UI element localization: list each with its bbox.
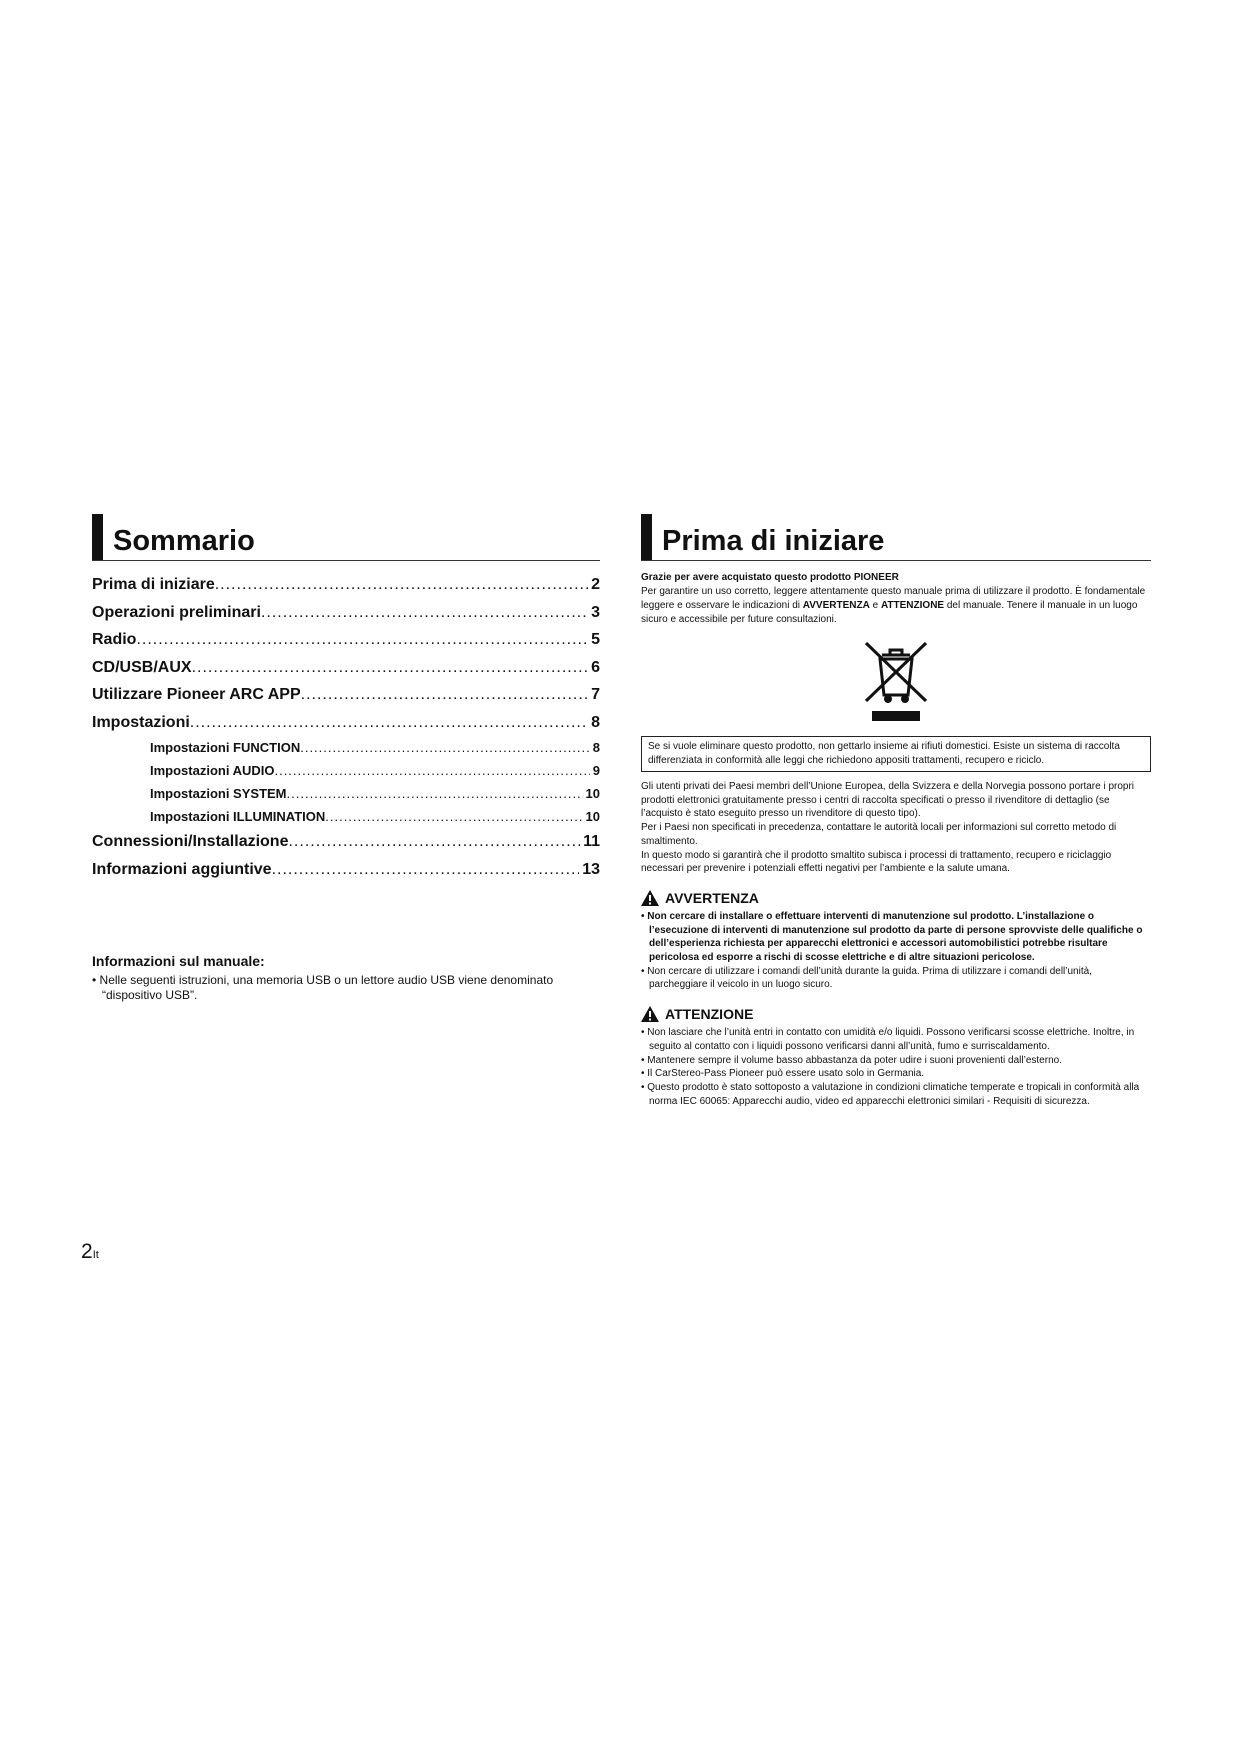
- toc-entry[interactable]: CD/USB/AUX ..... 6: [92, 654, 600, 682]
- disposal-notice-box: Se si vuole eliminare questo prodotto, non gettarlo insieme ai rifiuti domestici. Esiste un sistema di raccolta differenziata in conformità alle leggi che richiedono appositi trattamenti, recupero e riciclo.: [641, 736, 1151, 772]
- warning-triangle-icon: [641, 1006, 659, 1022]
- intro-lead: Grazie per avere acquistato questo prodotto PIONEER: [641, 572, 899, 583]
- caution-item: • Il CarStereo-Pass Pioneer può essere usato solo in Germania.: [641, 1068, 925, 1080]
- toc-subentry[interactable]: Impostazioni FUNCTION ..... 8: [92, 736, 600, 759]
- heading-bar: [641, 514, 652, 560]
- warning-heading: AVVERTENZA: [641, 890, 1151, 906]
- heading-bar: [92, 514, 103, 560]
- caution-item: • Questo prodotto è stato sottoposto a valutazione in condizioni climatiche temperate e tropicali in conformità alla norma IEC 60065: Apparecchi audio, video ed apparecchi elettronici similari - Requisiti di sicurezza.: [641, 1081, 1140, 1107]
- intro-text: Per garantire un uso corretto, leggere attentamente questo manuale prima di utilizzare il prodotto. È fondamentale leggere e osservare le indicazioni di AVVERTENZA e ATTENZIONE del manuale. Tenere il manuale in un luogo sicuro e accessibile per future consultazioni.: [641, 586, 1146, 625]
- toc-subentry[interactable]: Impostazioni SYSTEM ..... 10: [92, 782, 600, 805]
- toc-entry[interactable]: Prima di iniziare ..... 2: [92, 571, 600, 599]
- warning-item: • Non cercare di utilizzare i comandi dell’unità durante la guida. Prima di utilizzare i comandi dell’unità, parcheggiare il veicolo in un luogo sicuro.: [641, 965, 1092, 991]
- weee-symbol: [641, 639, 1151, 726]
- toc-entry[interactable]: Radio ..... 5: [92, 626, 600, 654]
- crossed-bin-icon: [864, 639, 928, 721]
- intro-paragraph: [641, 571, 1151, 627]
- warning-list: [641, 910, 1151, 992]
- toc-entry[interactable]: Informazioni aggiuntive ..... 13: [92, 856, 600, 884]
- manual-info-heading: Informazioni sul manuale:: [92, 953, 265, 969]
- caution-heading: ATTENZIONE: [641, 1006, 1151, 1022]
- toc-header: [92, 512, 600, 561]
- toc-entry[interactable]: Operazioni preliminari ..... 3: [92, 599, 600, 627]
- disposal-info: Gli utenti privati dei Paesi membri dell’Unione Europea, della Svizzera e della Norvegia possono portare i propri prodotti elettronici gratuitamente presso i centri di raccolta specificati o presso il rivenditore di dettaglio (se l’acquisto è stato eseguito presso un rivenditore di questo tipo). Per i Paesi non specificati in precedenza, contattare le autorità locali per informazioni sul corretto metodo di smaltimento. In questo modo si garantirà che il prodotto smaltito subisca i processi di trattamento, recupero e riciclaggio necessari per prevenire i potenziali effetti negativi per l’ambiente e la salute umana.: [641, 781, 1135, 875]
- toc-entry[interactable]: Connessioni/Installazione ..... 11: [92, 828, 600, 856]
- toc-column: [92, 512, 600, 1003]
- page-language: It: [92, 1249, 99, 1261]
- manual-info-bullet: • Nelle seguenti istruzioni, una memoria USB o un lettore audio USB viene denominato “dispositivo USB”.: [92, 973, 554, 1002]
- caution-item: • Non lasciare che l’unità entri in contatto con umidità e/o liquidi. Possono verificarsi scosse elettriche. Inoltre, in seguito al contatto con i liquidi possono verificarsi danni all’unità, fumo e surriscaldamento.: [641, 1027, 1135, 1052]
- toc-entry[interactable]: Utilizzare Pioneer ARC APP ..... 7: [92, 681, 600, 709]
- warning-item: • Non cercare di installare o effettuare interventi di manutenzione sul prodotto. L’installazione o l’esecuzione di interventi di manutenzione sul prodotto da parte di persone sprovviste delle qualifiche o dell’esperienza richiesta per apparecchi elettronici e accessori automobilistici potrebbe risultare pericolosa ed esporre a rischi di scosse elettriche e di altre situazioni pericolose.: [641, 910, 1143, 964]
- manual-info: [92, 953, 600, 1003]
- prima-column: [641, 512, 1151, 1108]
- caution-item: • Mantenere sempre il volume basso abbastanza da poter udire i suoni provenienti dall’esterno.: [641, 1054, 1062, 1066]
- toc-title: Sommario: [113, 525, 255, 557]
- toc-list: [92, 571, 600, 883]
- prima-title: Prima di iniziare: [662, 525, 885, 557]
- toc-subentry[interactable]: Impostazioni ILLUMINATION ..... 10: [92, 805, 600, 828]
- prima-header: [641, 512, 1151, 561]
- caution-list: [641, 1026, 1151, 1108]
- toc-subentry[interactable]: Impostazioni AUDIO ..... 9: [92, 759, 600, 782]
- toc-entry[interactable]: Impostazioni ..... 8: [92, 709, 600, 737]
- page-number: 2It: [81, 1240, 99, 1263]
- warning-triangle-icon: [641, 890, 659, 906]
